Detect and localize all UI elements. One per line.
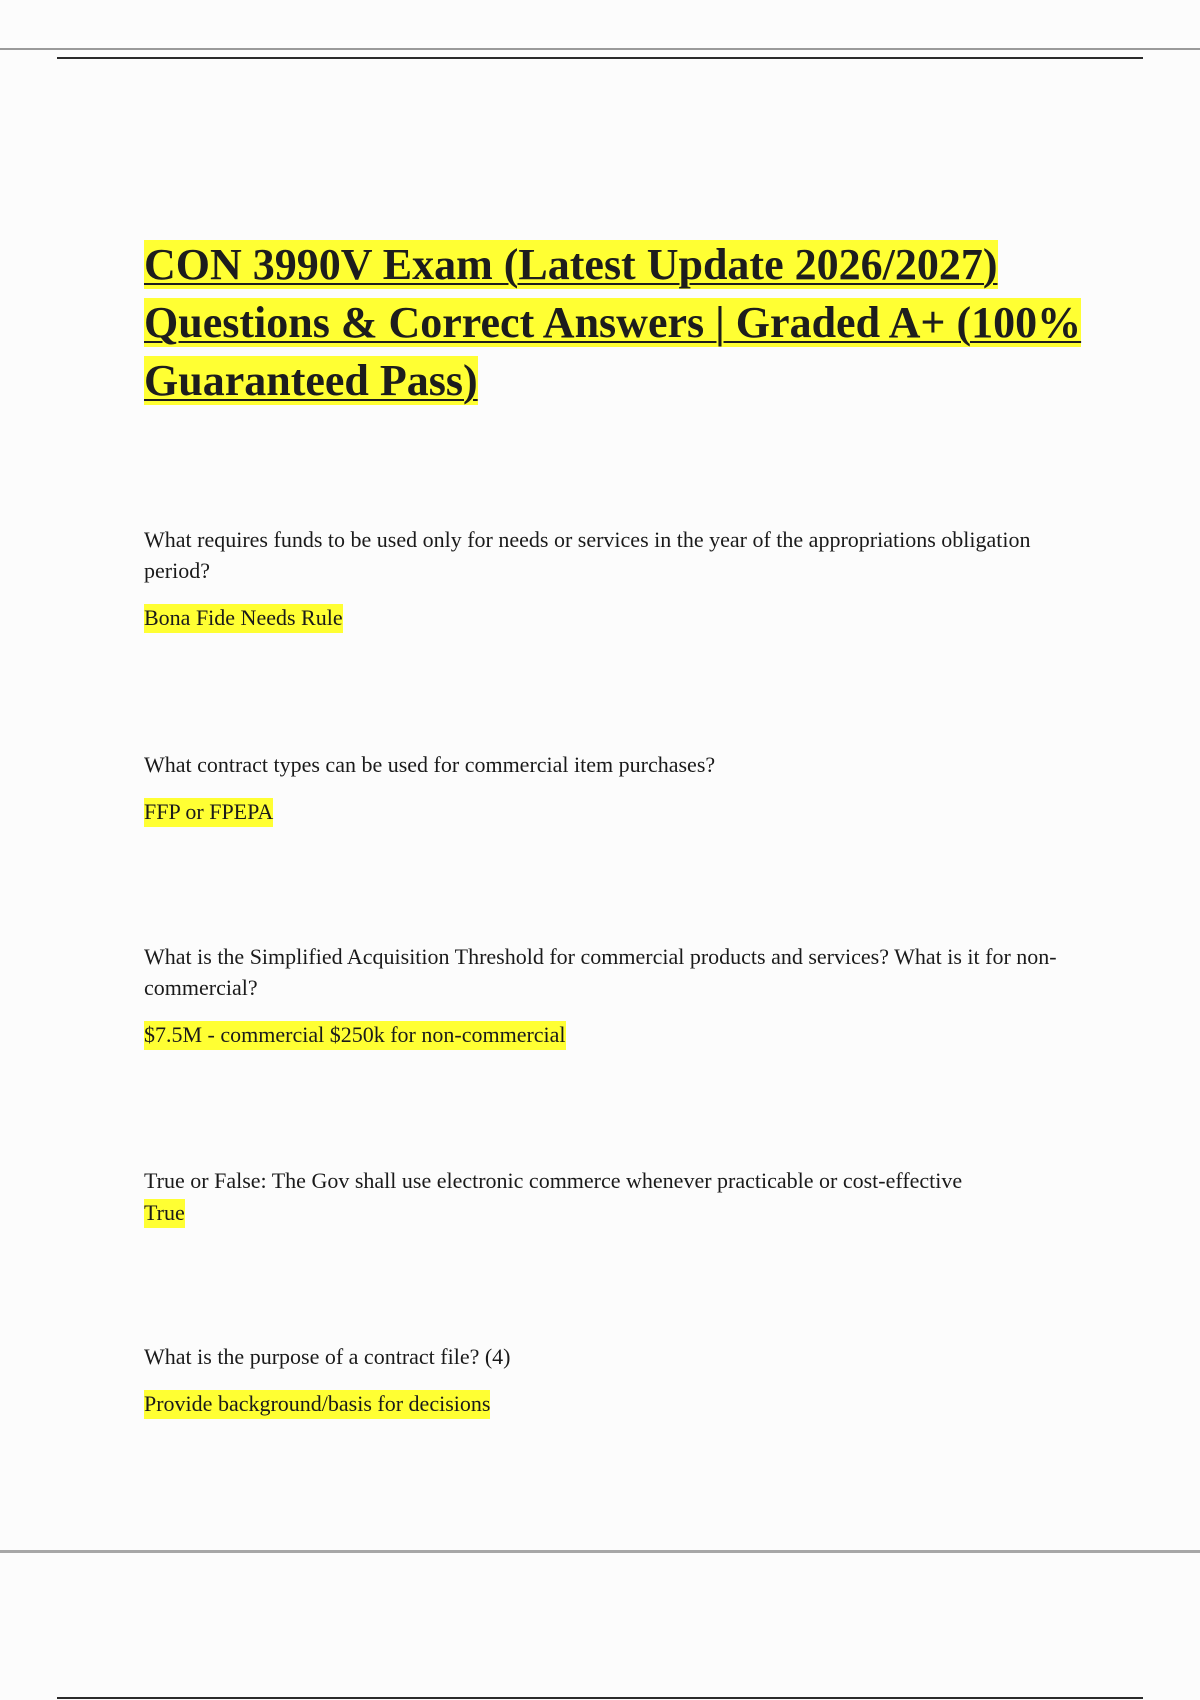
qa-item-1: [144, 524, 1084, 633]
answer-highlight: Bona Fide Needs Rule: [144, 604, 343, 633]
answer-text: [144, 796, 1084, 827]
question-text: What contract types can be used for commercial item purchases?: [144, 752, 716, 777]
answer-text: [144, 602, 1084, 633]
answer-text: [144, 1388, 1084, 1419]
title-block: [144, 236, 1084, 410]
bottom-grey-rule: [0, 1550, 1200, 1553]
answer-highlight: FFP or FPEPA: [144, 798, 273, 827]
answer-highlight: True: [144, 1199, 185, 1228]
answer-highlight: Provide background/basis for decisions: [144, 1390, 490, 1419]
top-black-rule: [57, 57, 1143, 59]
question-text: What requires funds to be used only for needs or services in the year of the appropriations obligation period?: [144, 527, 1031, 583]
document-title: [144, 236, 1084, 410]
qa-item-5: [144, 1341, 1084, 1419]
answer-text: [144, 1019, 1084, 1050]
qa-item-4: [144, 1165, 1084, 1228]
qa-item-2: [144, 749, 1084, 827]
answer-highlight: $7.5M - commercial $250k for non-commercial: [144, 1021, 566, 1050]
document-title-text: CON 3990V Exam (Latest Update 2026/2027) Questions & Correct Answers | Graded A+ (100% Guaranteed Pass): [144, 240, 1082, 405]
qa-item-3: [144, 941, 1084, 1050]
question-text: What is the Simplified Acquisition Threshold for commercial products and services? What is it for non-commercial?: [144, 944, 1057, 1000]
top-grey-rule: [0, 48, 1200, 50]
bottom-black-rule: [57, 1697, 1143, 1699]
question-text: True or False: The Gov shall use electronic commerce whenever practicable or cost-effective: [144, 1168, 963, 1193]
answer-text: [144, 1197, 1084, 1228]
question-text: What is the purpose of a contract file? (4): [144, 1344, 511, 1369]
